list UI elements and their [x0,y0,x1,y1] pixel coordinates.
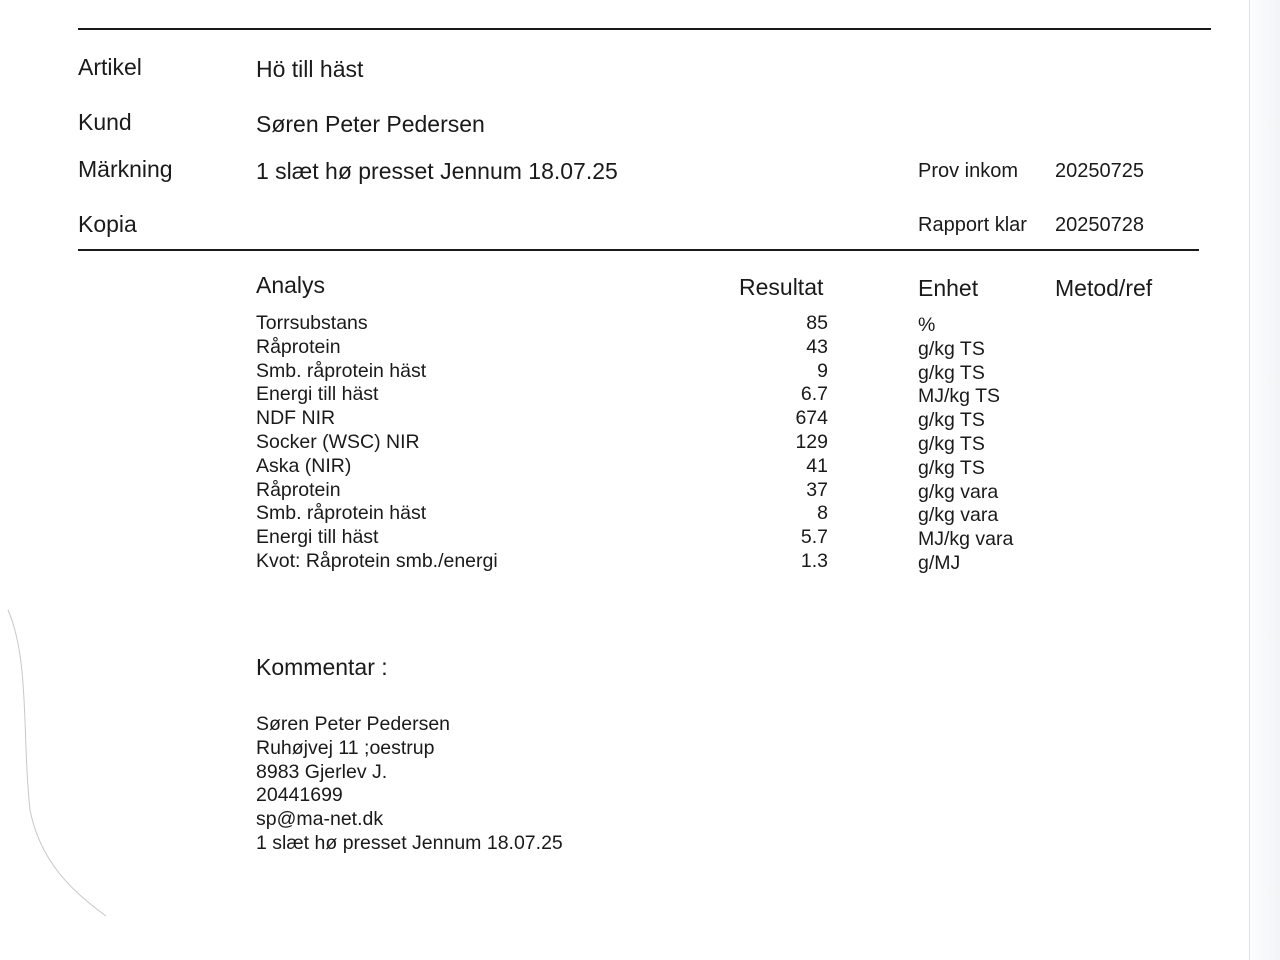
enhet-cell: g/kg TS [918,337,985,360]
scan-curve-mark [0,600,120,930]
artikel-label: Artikel [78,54,142,80]
analys-cell: Råprotein [256,335,341,358]
analys-cell: Socker (WSC) NIR [256,431,420,453]
enhet-cell: g/kg vara [918,480,999,503]
analys-cell: Energi till häst [256,383,379,406]
analys-cell: Råprotein [256,478,341,501]
analys-cell: Energi till häst [256,526,379,549]
comment-line: sp@ma-net.dk [256,808,384,831]
resultat-cell: 85 [806,312,828,334]
prov-inkom-label: Prov inkom [918,160,1019,182]
scan-edge-shadow [1246,0,1280,960]
analys-cell: Kvot: Råprotein smb./energi [256,550,498,572]
enhet-cell: g/kg TS [918,409,985,432]
kopia-label: Kopia [78,211,137,237]
comment-label: Kommentar : [256,654,388,680]
header-divider [78,249,1199,251]
rapport-klar-value: 20250728 [1055,214,1144,236]
column-header-resultat: Resultat [739,274,824,300]
rapport-klar-label: Rapport klar [918,214,1027,236]
resultat-cell: 129 [795,431,828,453]
kund-label: Kund [78,109,132,135]
enhet-cell: g/kg vara [918,504,999,527]
column-header-analys: Analys [256,272,326,298]
enhet-cell: MJ/kg TS [918,385,1000,408]
enhet-cell: g/kg TS [918,433,985,455]
resultat-cell: 41 [806,454,828,477]
enhet-cell: MJ/kg vara [918,528,1014,551]
resultat-cell: 8 [817,502,828,525]
comment-line: 20441699 [256,784,343,807]
analys-cell: NDF NIR [256,407,336,430]
analys-cell: Torrsubstans [256,312,368,334]
comment-line: 1 slæt hø presset Jennum 18.07.25 [256,832,563,854]
prov-inkom-value: 20250725 [1055,160,1144,182]
resultat-cell: 674 [795,407,828,430]
resultat-cell: 37 [806,478,828,501]
enhet-cell: g/MJ [918,552,961,574]
markning-label: Märkning [78,156,173,182]
analys-cell: Aska (NIR) [256,454,352,477]
enhet-cell: % [918,314,936,336]
top-rule [78,28,1211,30]
column-header-enhet: Enhet [918,275,979,301]
kund-value: Søren Peter Pedersen [256,111,485,137]
artikel-value: Hö till häst [256,56,364,82]
enhet-cell: g/kg TS [918,361,985,384]
resultat-cell: 1.3 [800,550,828,572]
analys-cell: Smb. råprotein häst [256,502,427,525]
resultat-cell: 6.7 [800,383,828,406]
resultat-cell: 9 [817,359,828,382]
column-header-metod: Metod/ref [1055,275,1153,301]
comment-line: Søren Peter Pedersen [256,713,451,735]
resultat-cell: 43 [806,335,828,358]
comment-line: 8983 Gjerlev J. [256,760,388,783]
analys-cell: Smb. råprotein häst [256,359,427,382]
comment-line: Ruhøjvej 11 ;oestrup [256,736,435,759]
enhet-cell: g/kg TS [918,456,985,479]
markning-value: 1 slæt hø presset Jennum 18.07.25 [256,158,618,184]
resultat-cell: 5.7 [800,526,828,549]
scan-edge-line [1249,0,1250,960]
